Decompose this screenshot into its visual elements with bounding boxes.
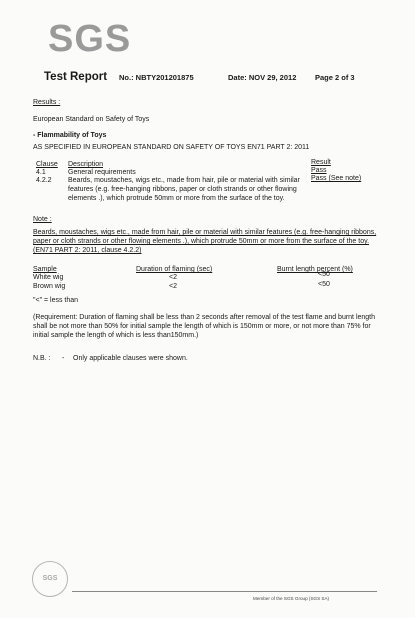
- footer-divider: [72, 591, 377, 592]
- nb-text: Only applicable clauses were shown.: [73, 355, 188, 362]
- report-title: Test Report: [44, 71, 108, 83]
- section-title: - Flammability of Toys: [33, 132, 107, 139]
- description-header: Description: [68, 161, 104, 168]
- less-than-legend: "<" = less than: [33, 297, 79, 304]
- report-number: No.: NBTY201201875: [119, 73, 194, 82]
- duration-cell: <2: [169, 283, 177, 290]
- standard-name: European Standard on Safety of Toys: [33, 116, 150, 123]
- burnt-length-cell: <50: [318, 271, 330, 278]
- nb-label: N.B. :: [33, 355, 51, 362]
- report-date: Date: NOV 29, 2012: [228, 73, 297, 82]
- result-header: Result: [311, 159, 331, 166]
- requirement-text: (Requirement: Duration of flaming shall be less than 2 seconds after removal of the test flame and burnt length shall be not more than 50% for initial sample the length of which is 150mm or more, or not more than 75% for initial sample the length of which is less than150mm.): [33, 314, 376, 339]
- clause-cell: 4.1: [36, 169, 46, 176]
- burnt-length-header: Burnt length percent (%): [277, 266, 353, 273]
- clause-cell: 4.2.2: [36, 177, 52, 184]
- description-cell: General requirements: [68, 169, 136, 176]
- burnt-length-cell: <50: [318, 281, 330, 288]
- results-label: Results :: [33, 99, 61, 106]
- sample-cell: Brown wig: [33, 283, 66, 290]
- sgs-logo: SGS: [48, 18, 132, 60]
- result-cell: Pass: [311, 167, 327, 174]
- sgs-stamp: SGS: [32, 561, 68, 597]
- sgs-member-line: Member of the SGS Group (SGS SA): [253, 596, 330, 601]
- duration-cell: <2: [169, 274, 177, 281]
- note-label: Note :: [33, 216, 52, 223]
- page-indicator: Page 2 of 3: [315, 73, 355, 82]
- result-cell: Pass (See note): [311, 175, 362, 182]
- sample-cell: White wig: [33, 274, 64, 281]
- spec-line: AS SPECIFIED IN EUROPEAN STANDARD ON SAFETY OF TOYS EN71 PART 2: 2011: [33, 144, 310, 151]
- description-cell: Beards, moustaches, wigs etc., made from hair, pile or material with similar features (e.g. free-hanging ribbons, paper or cloth strands or other flowing elements .), which protrude 50mm or more from the surface of the toy.: [68, 177, 300, 202]
- sample-header: Sample: [33, 266, 57, 273]
- clause-header: Clause: [36, 161, 58, 168]
- note-text: Beards, moustaches, wigs etc., made from hair, pile or material with similar features (e.g. free-hanging ribbons, paper or cloth strands or other flowing elements .), which protrude 50mm or more from the surface of the toy. (EN71 PART 2: 2011, clause 4.2.2): [33, 229, 377, 254]
- nb-dash: -: [62, 355, 65, 362]
- duration-header: Duration of flaming (sec): [136, 266, 213, 273]
